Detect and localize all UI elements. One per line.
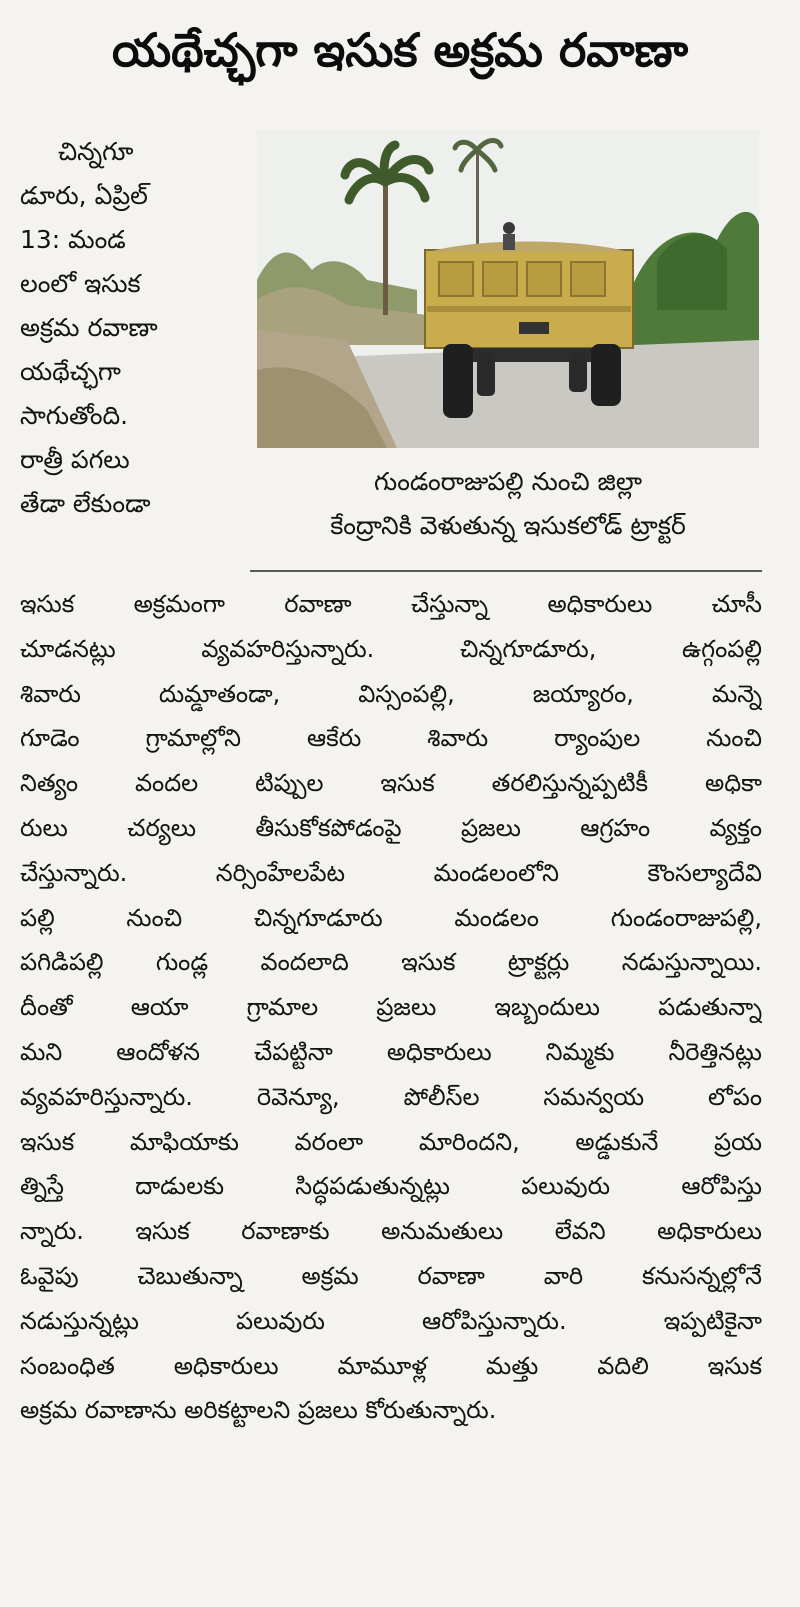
article-body [20,582,762,1433]
intro-line: చిన్నగూ [58,137,134,166]
body-line: చేస్తున్నారు. నర్సింహేలపేట మండలంలోని కౌంసల్యాదేవి [20,858,762,887]
body-line: ఓవైపు చెబుతున్నా అక్రమ రవాణా వారి కనుసన్నల్లోనే [20,1261,762,1290]
body-line: మని ఆందోళన చేపట్టినా అధికారులు నిమ్మకు నీరెత్తినట్లు [20,1037,762,1066]
body-line: అక్రమ రవాణాను అరికట్టాలని ప్రజలు కోరుతున్నారు. [20,1396,497,1425]
body-line: చూడనట్లు వ్యవహరిస్తున్నారు. చిన్నగూడూరు, ఉగ్గంపల్లి [20,634,762,663]
body-line: రులు చర్యలు తీసుకోకపోడంపై ప్రజలు ఆగ్రహం వ్యక్తం [20,813,762,842]
intro-line: సాగుతోంది. [20,401,129,430]
intro-line: లంలో ఇసుక [20,269,141,298]
caption-divider [250,570,762,572]
article-headline: యథేచ్ఛగా ఇసుక అక్రమ రవాణా [111,23,689,77]
body-line: న్నారు. ఇసుక రవాణాకు అనుమతులు లేవని అధికారులు [20,1217,762,1246]
intro-line: రాత్రీ పగలు [20,445,130,474]
intro-line: యథేచ్ఛగా [20,357,121,386]
body-line: ఇసుక మాఫియాకు వరంలా మారిందని, అడ్డుకునే ప్రయ [20,1127,762,1156]
body-line: పల్లి నుంచి చిన్నగూడూరు మండలం గుండంరాజుపల్లి, [20,903,762,932]
body-line: ఇసుక అక్రమంగా రవాణా చేస్తున్నా అధికారులు చూసీ [20,590,762,618]
dateline-paragraph [20,130,238,526]
body-line: వ్యవహరిస్తున్నారు. రెవెన్యూ, పోలీస్‌ల సమన్వయ లోపం [20,1082,762,1111]
intro-line: తేడా లేకుండా [20,489,151,518]
body-line: నిత్యం వందల టిప్పుల ఇసుక తరలిస్తున్నప్పటికీ అధికా [20,769,762,798]
body-line: పగిడిపల్లి గుండ్ల వందలాది ఇసుక ట్రాక్టర్లు నడుస్తున్నాయి. [20,948,762,977]
body-line: దీంతో ఆయా గ్రామాల ప్రజలు ఇబ్బందులు పడుతున్నా [20,993,762,1022]
body-line: సంబంధిత అధికారులు మామూళ్ల మత్తు వదిలి ఇసుక [20,1351,762,1380]
caption-line: కేంద్రానికి వెళుతున్న ఇసుకలోడ్ ట్రాక్టర్ [330,511,686,540]
sand-tractor-photo [257,130,759,448]
caption-line: గుండంరాజుపల్లి నుంచి జిల్లా [373,467,643,496]
body-line: గూడెం గ్రామాల్లోని ఆకేరు శివారు ర్యాంపుల నుంచి [20,724,762,753]
photo-caption [257,460,759,548]
body-line: శివారు దుమ్డాతండా, విస్సంపల్లి, జయ్యారం, మన్నె [20,679,762,708]
intro-line: అక్రమ రవాణా [20,313,158,342]
intro-line: డూరు, ఏప్రిల్ [20,181,148,210]
body-line: నడుస్తున్నట్లు పలువురు ఆరోపిస్తున్నారు. ఇప్పటికైనా [20,1306,762,1335]
body-line: త్నిస్తే దాడులకు సిద్ధపడుతున్నట్లు పలువురు ఆరోపిస్తు [20,1172,762,1201]
intro-line: 13: మండ [20,225,126,254]
